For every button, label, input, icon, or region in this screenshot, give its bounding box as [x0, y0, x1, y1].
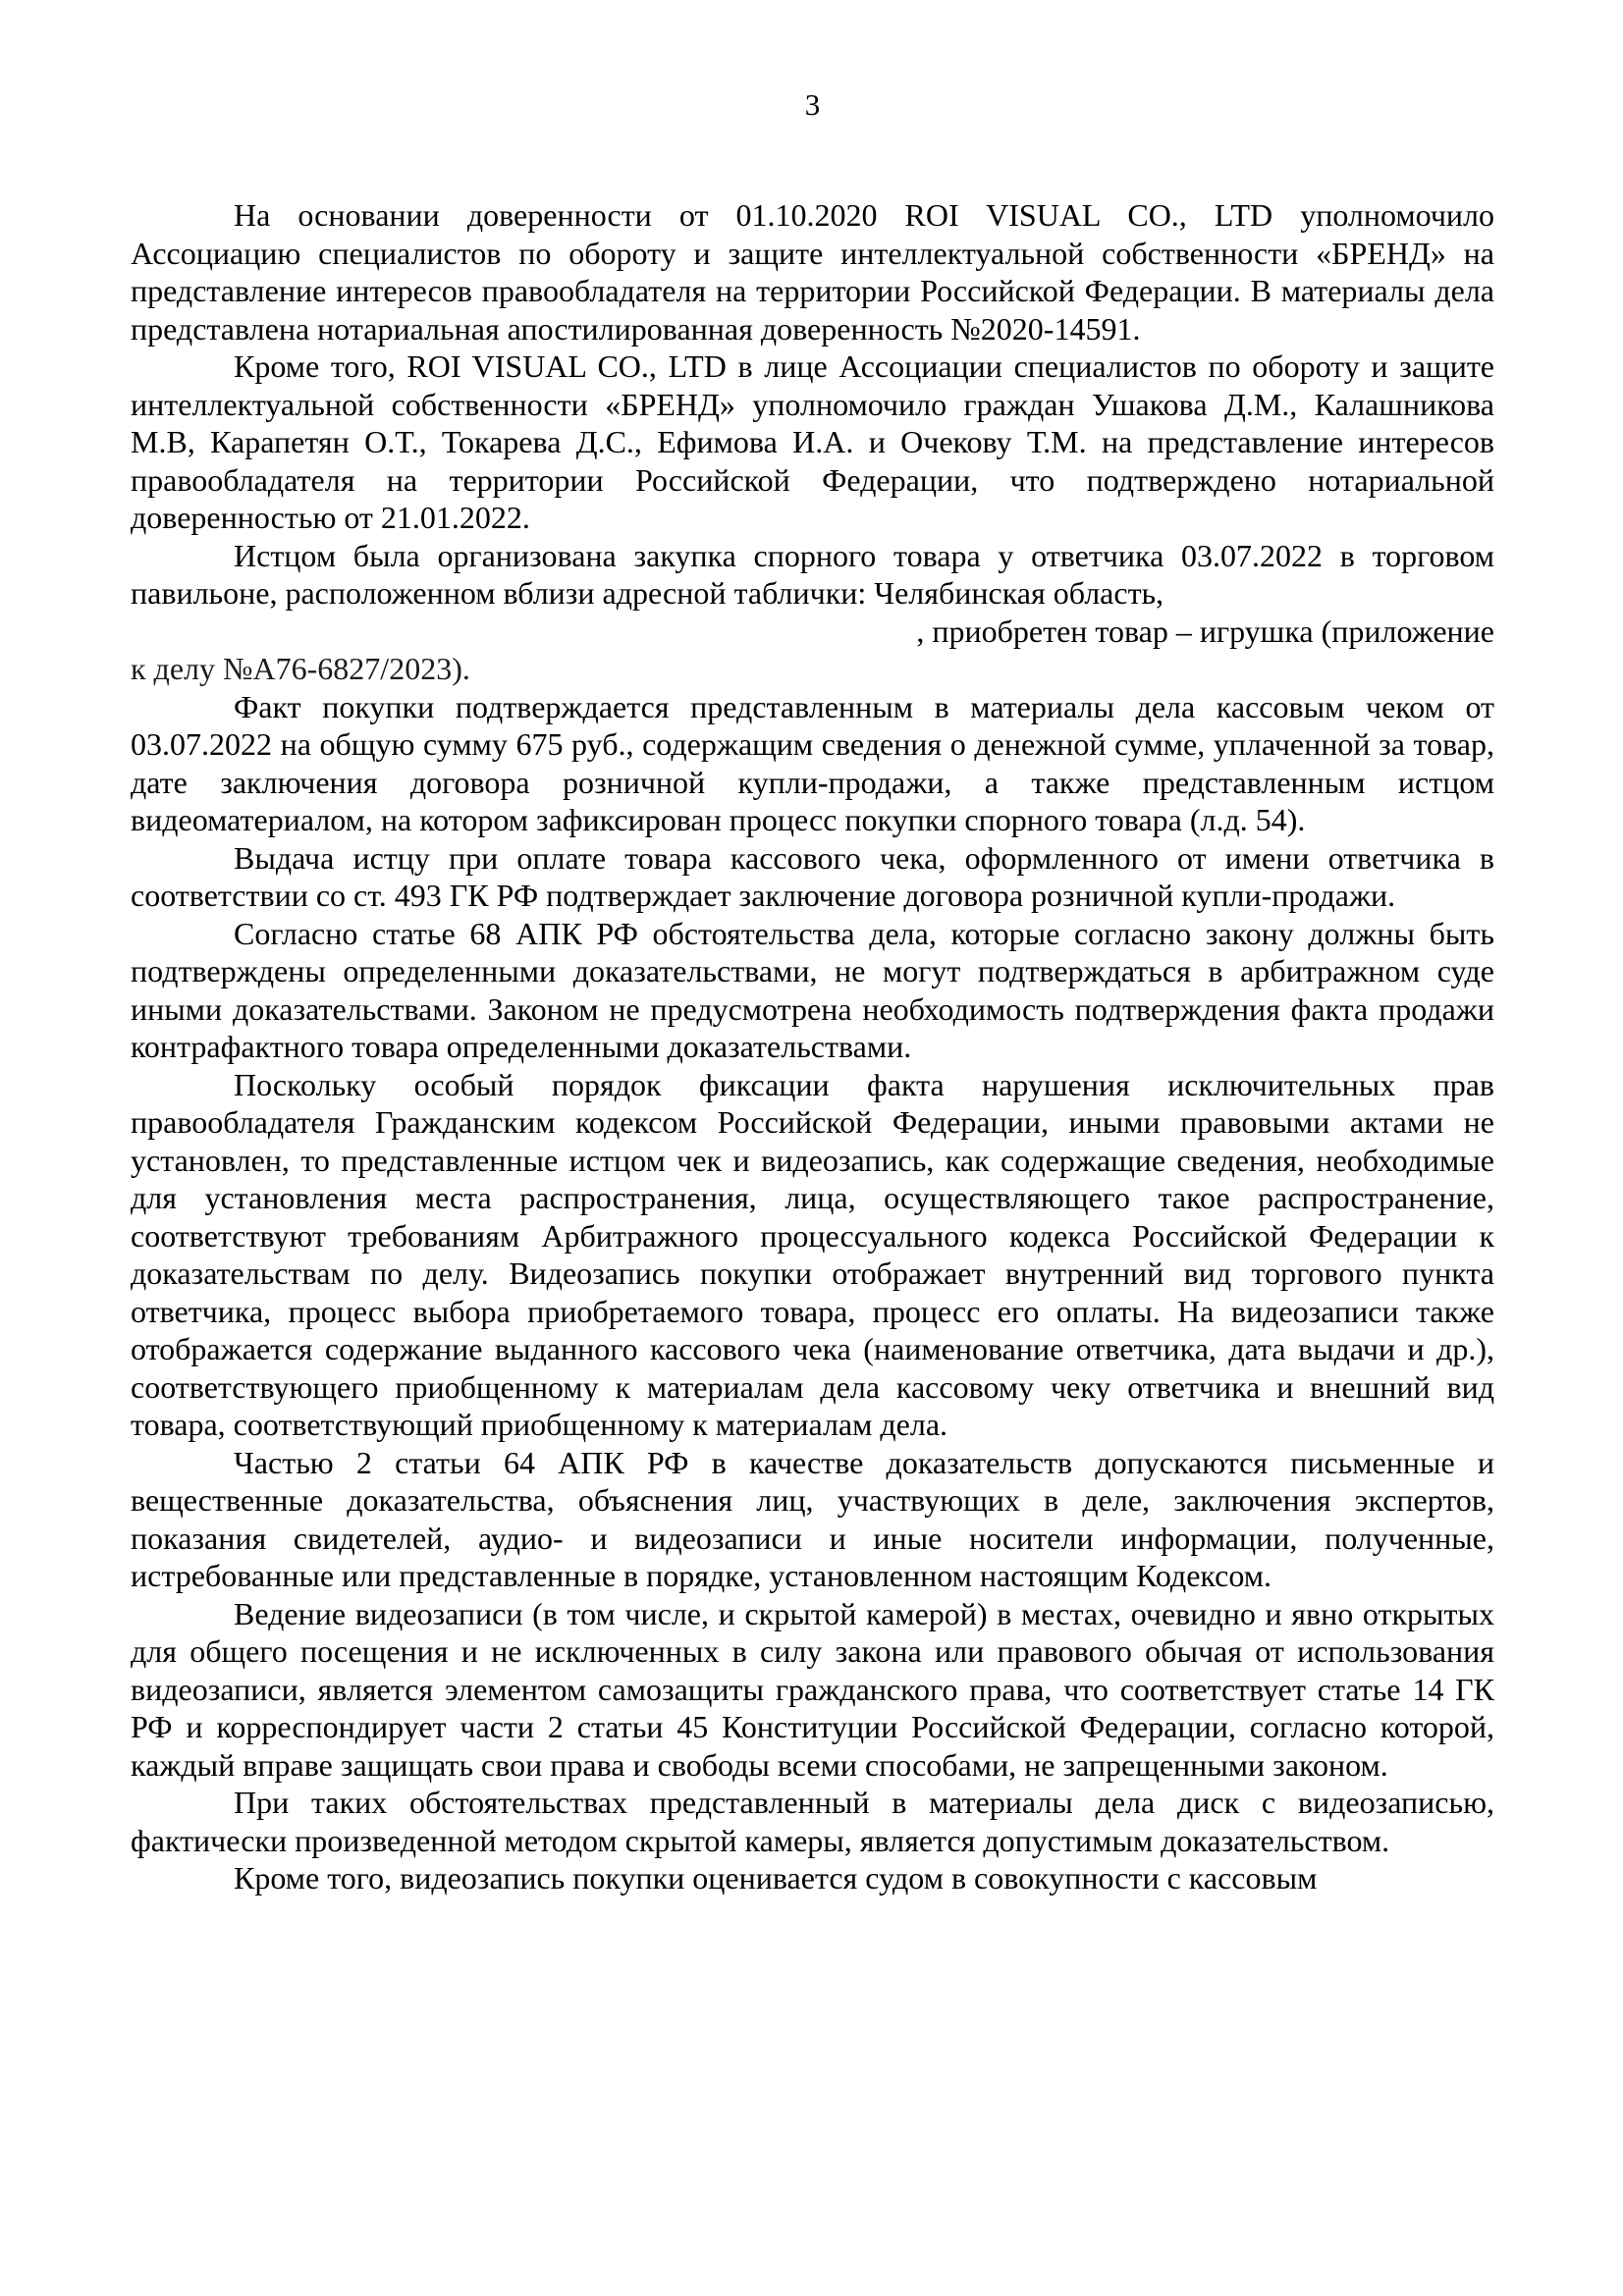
paragraph-receipt-contract: Выдача истцу при оплате товара кассового чека, оформленного от имени ответчика в соответствии со ст. 493 ГК РФ подтверждает заключение договора розничной купли-продажи. — [131, 839, 1494, 913]
paragraph-video-evidence: Поскольку особый порядок фиксации факта нарушения исключительных прав правообладателя Гражданским кодексом Российской Федерации, иными правовыми актами не установлен, то представленные истцом чек и видеозапись, как содержащие сведения, необходимые для установления места распространения, лица, осуществляющего такое распространение, соответствуют требованиям Арбитражного процессуального кодекса Российской Федерации к доказательствам по делу. Видеозапись покупки отображает внутренний вид торгового пункта ответчика, процесс выбора приобретаемого товара, процесс его оплаты. На видеозаписи также отображается содержание выданного кассового чека (наименование ответчика, дата выдачи и др.), соответствующего приобщенному к материалам дела кассовому чеку ответчика и внешний вид товара, соответствующий приобщенному к материалам дела. — [131, 1066, 1494, 1442]
paragraph-disk-admissible: При таких обстоятельствах представленный в материалы дела диск с видеозаписью, фактически произведенной методом скрытой камеры, является допустимым доказательством. — [131, 1785, 1494, 1858]
paragraph-purchase-location: Истцом была организована закупка спорного товара у ответчика 03.07.2022 в торговом павильоне, расположенном вблизи адресной таблички: Челябинская область, — [131, 537, 1494, 611]
paragraph-authorized-persons: Кроме того, ROI VISUAL CO., LTD в лице Ассоциации специалистов по обороту и защите интеллектуальной собственности «БРЕНД» уполномочило граждан Ушакова Д.М., Калашникова М.В, Карапетян О.Т., Токарева Д.С., Ефимова И.А. и Очекову Т.М. на представление интересов правообладателя на территории Российской Федерации, что подтверждено нотариальной доверенностью от 21.01.2022. — [131, 348, 1494, 535]
paragraph-hidden-camera: Ведение видеозаписи (в том числе, и скрытой камерой) в местах, очевидно и явно открытых для общего посещения и не исключенных в силу закона или правового обычая от использования видеозаписи, является элементом самозащиты гражданского права, что соответствует статье 14 ГК РФ и корреспондирует части 2 статьи 45 Конституции Российской Федерации, согласно которой, каждый вправе защищать свои права и свободы всеми способами, не запрещенными законом. — [131, 1595, 1494, 1783]
purchase-item-text: , приобретен товар – игрушка (приложение — [916, 613, 1494, 649]
document-body — [131, 196, 1494, 1897]
case-reference-line: к делу №А76-6827/2023). — [131, 651, 470, 686]
page-number: 3 — [804, 87, 821, 122]
paragraph-receipt-evidence: Факт покупки подтверждается представленным в материалы дела кассовым чеком от 03.07.2022 на общую сумму 675 руб., содержащим сведения о денежной сумме, уплаченной за товар, дате заключения договора розничной купли-продажи, а также представленным истцом видеоматериалом, на котором зафиксирован процесс покупки спорного товара (л.д. 54). — [131, 688, 1494, 837]
paragraph-article-68: Согласно статье 68 АПК РФ обстоятельства дела, которые согласно закону должны быть подтверждены определенными доказательствами, не могут подтверждаться в арбитражном суде иными доказательствами. Законом не предусмотрена необходимость подтверждения факта продажи контрафактного товара определенными доказательствами. — [131, 915, 1494, 1064]
redacted-address-line — [131, 613, 1494, 651]
paragraph-article-64: Частью 2 статьи 64 АПК РФ в качестве доказательств допускаются письменные и вещественные доказательства, объяснения лиц, участвующих в деле, заключения экспертов, показания свидетелей, аудио- и видеозаписи и иные носители информации, полученные, истребованные или представленные в порядке, установленном настоящим Кодексом. — [131, 1444, 1494, 1593]
paragraph-video-assessment: Кроме того, видеозапись покупки оценивается судом в совокупности с кассовым — [234, 1860, 1318, 1896]
paragraph-power-of-attorney: На основании доверенности от 01.10.2020 ROI VISUAL CO., LTD уполномочило Ассоциацию специалистов по обороту и защите интеллектуальной собственности «БРЕНД» на представление интересов правообладателя на территории Российской Федерации. В материалы дела представлена нотариальная апостилированная доверенность №2020-14591. — [131, 197, 1494, 347]
